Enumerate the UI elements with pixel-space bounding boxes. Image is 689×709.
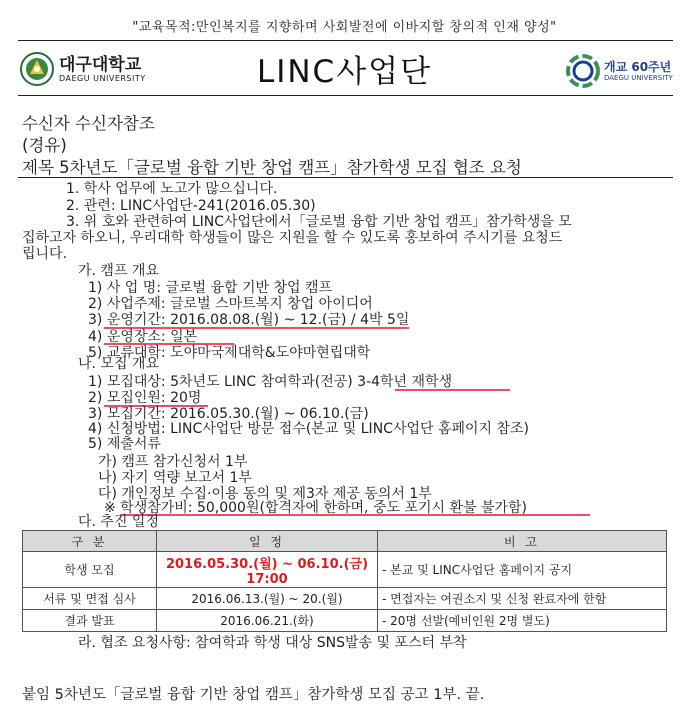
paragraph-1: 1. 학사 업무에 노고가 많으십니다. (66, 181, 278, 197)
na-item-1: 1) 모집대상: 5차년도 LINC 참여학과(전공) 3-4학년 재학생 (88, 374, 453, 390)
ga-item-1: 1) 사 업 명: 글로벌 융합 기반 창업 캠프 (88, 280, 333, 296)
anniversary-text: 개교 60주년 (604, 60, 672, 74)
col-header-category: 구 분 (23, 531, 157, 552)
row-date-highlight: 2016.05.30.(월) ~ 06.10.(금) 17:00 (157, 552, 378, 588)
row-note: - 면접자는 여권소지 및 신청 완료자에 한함 (378, 588, 667, 610)
na-item-5c: 다) 개인정보 수집·이용 동의 및 제3자 제공 동의서 1부 (98, 486, 432, 502)
underline-fee (120, 514, 590, 516)
row-date: 2016.06.21.(화) (157, 610, 378, 632)
ga-item-2: 2) 사업주제: 글로벌 스마트복지 창업 아이디어 (88, 296, 373, 312)
anniversary-text-en: DAEGU UNIVERSITY (604, 74, 673, 82)
row-category: 학생 모집 (23, 552, 157, 588)
university-name: 대구대학교 (59, 54, 142, 75)
row-note: - 20명 선발(예비인원 2명 별도) (378, 610, 667, 632)
university-name-en: DAEGU UNIVERSITY (59, 73, 146, 83)
table-row (23, 552, 667, 588)
motto: "교육목적:만인복지를 지향하며 사회발전에 이바지할 창의적 인재 양성" (132, 20, 557, 35)
na-item-5a: 가) 캠프 참가신청서 1부 (98, 454, 248, 470)
anniversary-emblem-icon (566, 54, 600, 88)
table-header-row (23, 531, 667, 552)
underline-target (395, 389, 510, 391)
ga-item-3: 3) 운영기간: 2016.08.08.(월) ~ 12.(금) / 4박 5일 (88, 312, 410, 328)
table-row (23, 610, 667, 632)
row-note: - 본교 및 LINC사업단 홈페이지 공지 (378, 552, 667, 588)
subject: 제목 5차년도「글로벌 융합 기반 창업 캠프」참가학생 모집 협조 요청 (22, 158, 522, 177)
na-item-5: 5) 제출서류 (88, 436, 161, 452)
paragraph-3a: 3. 위 호와 관련하여 LINC사업단에서「글로벌 융합 기반 창업 캠프」참가학생을 모 (66, 214, 572, 230)
section-na: 나. 모집 개요 (78, 356, 159, 372)
fee-note: ※ 학생참가비: 50,000원(합격자에 한하며, 중도 포기시 환불 불가함) (104, 500, 528, 516)
anniversary-logo (566, 54, 673, 88)
row-category: 결과 발표 (23, 610, 157, 632)
section-da: 다. 추진 일정 (78, 514, 159, 530)
col-header-note: 비 고 (378, 531, 667, 552)
attachment-line: 붙임 5차년도「글로벌 융합 기반 창업 캠프」참가학생 모집 공고 1부. 끝. (22, 687, 485, 703)
row-category: 서류 및 면접 심사 (23, 588, 157, 610)
page-title: LINC사업단 (256, 54, 433, 90)
recipient: 수신자 수신자참조 (22, 114, 155, 133)
table-row (23, 588, 667, 610)
section-ra: 라. 협조 요청사항: 참여학과 학생 대상 SNS발송 및 포스터 부착 (78, 635, 467, 651)
na-item-2: 2) 모집인원: 20명 (88, 390, 202, 406)
header-bottom-rule (18, 95, 673, 96)
na-item-4: 4) 신청방법: LINC사업단 방문 접수(본교 및 LINC사업단 홈페이지 참조) (88, 421, 530, 437)
section-ga: 가. 캠프 개요 (78, 263, 159, 279)
header-top-rule (18, 40, 673, 41)
ga-item-4: 4) 운영장소: 일본 (88, 329, 198, 345)
paragraph-3b: 집하고자 하오니, 우리대학 학생들이 많은 지원을 할 수 있도록 홍보하여 주시기를 요청드 (22, 230, 563, 246)
na-item-3: 3) 모집기간: 2016.05.30.(월) ~ 06.10.(금) (88, 406, 369, 422)
ga-item-5: 5) 교류대학: 도야마국제대학&도야마현립대학 (88, 345, 371, 361)
via: (경유) (22, 136, 67, 155)
paragraph-3c: 립니다. (22, 246, 68, 262)
paragraph-2: 2. 관련: LINC사업단-241(2016.05.30) (66, 198, 316, 214)
na-item-5b: 나) 자기 역량 보고서 1부 (98, 470, 252, 486)
col-header-date: 일 정 (157, 531, 378, 552)
schedule-table (22, 530, 667, 632)
row-date: 2016.06.13.(월) ~ 20.(월) (157, 588, 378, 610)
